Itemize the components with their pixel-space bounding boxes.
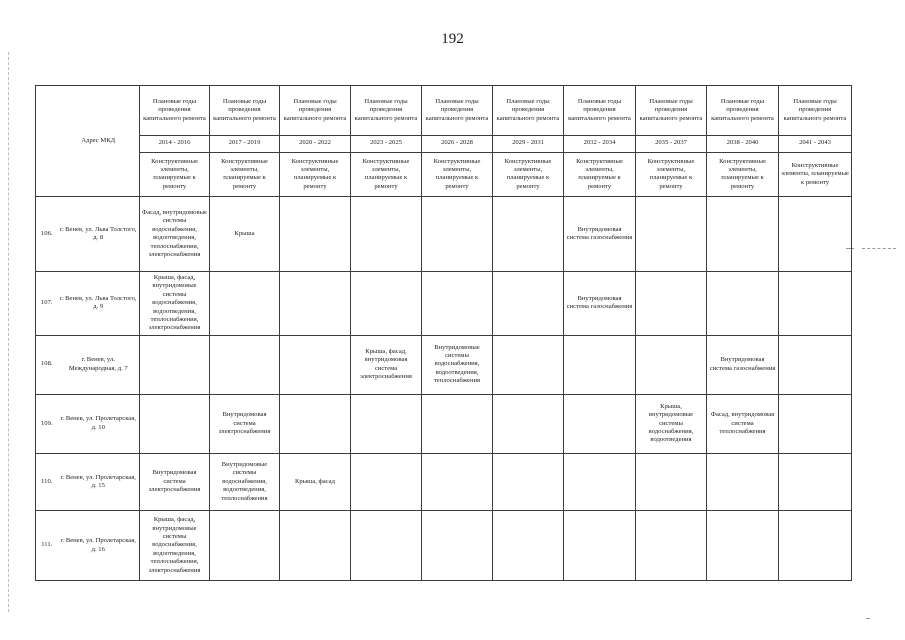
repair-elements-cell bbox=[280, 335, 351, 394]
row-address: г. Венев, ул. Льва Толстого, д. 8 bbox=[58, 197, 140, 272]
repair-elements-cell: Фасад, внутридомовая система теплоснабжения bbox=[707, 394, 779, 453]
period-years-header: 2029 - 2031 bbox=[493, 135, 564, 152]
repair-elements-cell: Крыша, фасад bbox=[280, 454, 351, 511]
repair-elements-cell bbox=[707, 272, 779, 335]
repair-elements-cell bbox=[779, 272, 852, 335]
period-years-header: 2026 - 2028 bbox=[422, 135, 493, 152]
period-title-header: Плановые годы проведения капитального ремонта bbox=[493, 86, 564, 136]
page-number: 192 bbox=[441, 31, 464, 47]
repair-elements-cell bbox=[210, 511, 280, 581]
period-elements-header: Конструктивные элементы, планируемые к ремонту bbox=[422, 152, 493, 196]
repair-elements-cell: Крыша, фасад, внутридомовые системы водоснабжения, водоотведения, теплоснабжения, электроснабжения bbox=[140, 511, 210, 581]
repair-elements-cell bbox=[422, 394, 493, 453]
repair-elements-cell bbox=[140, 394, 210, 453]
period-years-header: 2020 - 2022 bbox=[280, 135, 351, 152]
repair-plan-table bbox=[35, 85, 852, 581]
repair-elements-cell bbox=[422, 511, 493, 581]
repair-elements-cell bbox=[351, 272, 422, 335]
repair-elements-cell: Крыша, фасад, внутридомовая система электроснабжения bbox=[351, 335, 422, 394]
period-title-header: Плановые годы проведения капитального ремонта bbox=[707, 86, 779, 136]
period-years-header: 2032 - 2034 bbox=[564, 135, 636, 152]
address-header: Адрес МКД bbox=[58, 86, 140, 197]
table-row bbox=[36, 335, 852, 394]
period-years-header: 2038 - 2040 bbox=[707, 135, 779, 152]
repair-elements-cell: Внутридомовая система электроснабжения bbox=[140, 454, 210, 511]
repair-elements-cell bbox=[779, 511, 852, 581]
period-elements-header: Конструктивные элементы, планируемые к ремонту bbox=[493, 152, 564, 196]
repair-elements-cell: Внутридомовые системы водоснабжения, водоотведения, теплоснабжения bbox=[210, 454, 280, 511]
repair-elements-cell: Крыша, фасад, внутридомовые системы водоснабжения, водоотведения, теплоснабжения, электроснабжения bbox=[140, 272, 210, 335]
period-title-header: Плановые годы проведения капитального ремонта bbox=[280, 86, 351, 136]
repair-elements-cell: Фасад, внутридомовые системы водоснабжения, водоотведения, теплоснабжения, электроснабжения bbox=[140, 197, 210, 272]
table-row bbox=[36, 454, 852, 511]
repair-elements-cell bbox=[779, 394, 852, 453]
period-title-header: Плановые годы проведения капитального ремонта bbox=[779, 86, 852, 136]
repair-elements-cell bbox=[707, 197, 779, 272]
repair-elements-cell bbox=[351, 197, 422, 272]
row-number: 111. bbox=[36, 511, 58, 581]
repair-elements-cell: Внутридомовые системы водоснабжения, водоотведения, теплоснабжения bbox=[422, 335, 493, 394]
repair-elements-cell bbox=[210, 335, 280, 394]
period-years-header: 2017 - 2019 bbox=[210, 135, 280, 152]
period-title-header: Плановые годы проведения капитального ремонта bbox=[210, 86, 280, 136]
repair-elements-cell bbox=[422, 197, 493, 272]
row-address: г. Венев, ул. Пролетарская, д. 15 bbox=[58, 454, 140, 511]
period-title-header: Плановые годы проведения капитального ремонта bbox=[351, 86, 422, 136]
repair-elements-cell bbox=[493, 335, 564, 394]
row-address: г. Венев, ул. Пролетарская, д. 10 bbox=[58, 394, 140, 453]
repair-elements-cell bbox=[707, 511, 779, 581]
period-elements-header: Конструктивные элементы, планируемые к ремонту bbox=[140, 152, 210, 196]
repair-elements-cell: Крыша bbox=[210, 197, 280, 272]
header-row-elements bbox=[36, 152, 852, 196]
left-margin-marks bbox=[8, 52, 10, 612]
row-number: 107. bbox=[36, 272, 58, 335]
repair-elements-cell bbox=[779, 335, 852, 394]
period-elements-header: Конструктивные элементы, планируемые к ремонту bbox=[564, 152, 636, 196]
row-number: 109. bbox=[36, 394, 58, 453]
repair-elements-cell bbox=[422, 272, 493, 335]
repair-elements-cell bbox=[493, 272, 564, 335]
table-row bbox=[36, 511, 852, 581]
repair-elements-cell bbox=[636, 197, 707, 272]
repair-elements-cell bbox=[707, 454, 779, 511]
period-elements-header: Конструктивные элементы, планируемые к ремонту bbox=[707, 152, 779, 196]
period-years-header: 2023 - 2025 bbox=[351, 135, 422, 152]
repair-elements-cell: Внутридомовая система газоснабжения bbox=[564, 272, 636, 335]
right-margin-dashes bbox=[862, 248, 896, 249]
period-elements-header: Конструктивные элементы, планируемые к ремонту bbox=[351, 152, 422, 196]
repair-elements-cell bbox=[493, 454, 564, 511]
row-number: 108. bbox=[36, 335, 58, 394]
repair-elements-cell bbox=[351, 511, 422, 581]
period-title-header: Плановые годы проведения капитального ремонта bbox=[422, 86, 493, 136]
header-row-title bbox=[36, 86, 852, 136]
period-elements-header: Конструктивные элементы, планируемые к ремонту bbox=[210, 152, 280, 196]
table-row bbox=[36, 197, 852, 272]
period-elements-header: Конструктивные элементы, планируемые к ремонту bbox=[636, 152, 707, 196]
repair-elements-cell bbox=[280, 511, 351, 581]
repair-elements-cell bbox=[351, 394, 422, 453]
repair-elements-cell bbox=[636, 511, 707, 581]
period-elements-header: Конструктивные элементы, планируемые к ремонту bbox=[779, 152, 852, 196]
header-num-cell bbox=[36, 86, 58, 197]
period-title-header: Плановые годы проведения капитального ремонта bbox=[636, 86, 707, 136]
repair-elements-cell bbox=[351, 454, 422, 511]
repair-elements-cell: Крыша, внутридомовые системы водоснабжения, водоотведения bbox=[636, 394, 707, 453]
period-elements-header: Конструктивные элементы, планируемые к ремонту bbox=[280, 152, 351, 196]
repair-elements-cell bbox=[564, 335, 636, 394]
repair-elements-cell bbox=[779, 197, 852, 272]
repair-elements-cell: Внутридомовая система газоснабжения bbox=[707, 335, 779, 394]
repair-elements-cell bbox=[140, 335, 210, 394]
header-row-years bbox=[36, 135, 852, 152]
repair-elements-cell: Внутридомовая система газоснабжения bbox=[564, 197, 636, 272]
period-title-header: Плановые годы проведения капитального ремонта bbox=[564, 86, 636, 136]
table-row bbox=[36, 394, 852, 453]
repair-elements-cell bbox=[493, 197, 564, 272]
repair-elements-cell bbox=[636, 335, 707, 394]
row-number: 110. bbox=[36, 454, 58, 511]
repair-elements-cell bbox=[280, 272, 351, 335]
repair-elements-cell bbox=[422, 454, 493, 511]
repair-elements-cell bbox=[779, 454, 852, 511]
row-number: 106. bbox=[36, 197, 58, 272]
repair-elements-cell bbox=[564, 511, 636, 581]
repair-elements-cell bbox=[564, 454, 636, 511]
repair-elements-cell bbox=[280, 197, 351, 272]
period-years-header: 2014 - 2016 bbox=[140, 135, 210, 152]
repair-elements-cell bbox=[636, 454, 707, 511]
period-years-header: 2041 - 2043 bbox=[779, 135, 852, 152]
bottom-margin-mark bbox=[866, 618, 870, 619]
repair-elements-cell bbox=[280, 394, 351, 453]
period-years-header: 2035 - 2037 bbox=[636, 135, 707, 152]
row-address: г. Венев, ул. Международная, д. 7 bbox=[58, 335, 140, 394]
repair-elements-cell: Внутридомовая система электроснабжения bbox=[210, 394, 280, 453]
repair-elements-cell bbox=[636, 272, 707, 335]
repair-elements-cell bbox=[564, 394, 636, 453]
repair-elements-cell bbox=[493, 511, 564, 581]
row-address: г. Венев, ул. Льва Толстого, д. 9 bbox=[58, 272, 140, 335]
repair-elements-cell bbox=[493, 394, 564, 453]
row-address: г. Венев, ул. Пролетарская, д. 16 bbox=[58, 511, 140, 581]
period-title-header: Плановые годы проведения капитального ремонта bbox=[140, 86, 210, 136]
table-row bbox=[36, 272, 852, 335]
repair-elements-cell bbox=[210, 272, 280, 335]
